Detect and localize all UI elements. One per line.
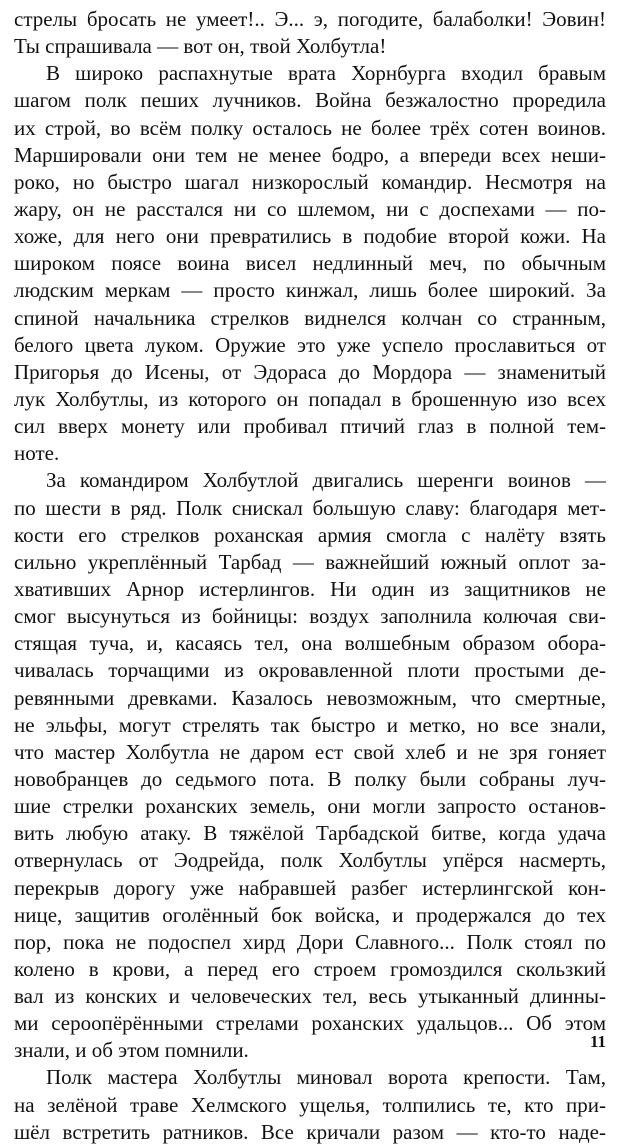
- text-line: не эльфы, могут стрелять так быстро и метко, но все знали,: [14, 712, 606, 737]
- text-line: новобранцев до седьмого пота. В полку были собраны луч-: [14, 766, 606, 791]
- text-line: Маршировали они тем не менее бодро, а впереди всех неши-: [14, 142, 606, 167]
- paragraph: [14, 6, 606, 60]
- text-line: хвативших Арнор истерлингов. Ни один из защитников не: [14, 576, 606, 601]
- text-line: ноте.: [14, 441, 60, 466]
- text-line: жару, он не расстался ни со шлемом, ни с доспехами — по-: [14, 196, 606, 221]
- page-number: 11: [589, 1032, 606, 1051]
- text-line: вал из конских и человеческих тел, весь утыканный длинны-: [14, 984, 606, 1009]
- text-line: сил вверх монету или пробивал птичий глаз в полной тем-: [14, 414, 606, 439]
- text-line: вить любую атаку. В тяжёлой Тарбадской битве, когда удача: [14, 821, 606, 846]
- text-line: кости его стрелков роханская армия смогла с налёту взять: [14, 522, 606, 547]
- paragraph: [14, 1064, 606, 1145]
- text-line: пор, пока не подоспел хирд Дори Славного... Полк стоял по: [14, 929, 606, 954]
- text-line: стящая туча, и, касаясь тел, она волшебным образом обора-: [14, 631, 606, 656]
- text-line: белого цвета луком. Оружие это уже успело прославиться от: [14, 332, 606, 357]
- text-line: шёл встретить ратников. Все кричали разом — кто-то наде-: [14, 1119, 606, 1144]
- paragraph: [14, 467, 606, 1064]
- text-line: спиной начальника стрелков виднелся колчан со странным,: [14, 305, 606, 330]
- text-line: сильно укреплённый Тарбад — важнейший южный оплот за-: [14, 549, 606, 574]
- text-line: стрелы бросать не умеет!.. Э... э, погодите, балаболки! Эовин!: [14, 7, 606, 31]
- text-line: широком поясе воина висел недлинный меч, по обычным: [14, 251, 606, 276]
- text-line: нице, защитив оголённый бок войска, и продержался до тех: [14, 902, 606, 927]
- text-line: колено в крови, а перед его строем громоздился скользкий: [14, 956, 606, 981]
- text-line: роко, но быстро шагал низкорослый командир. Несмотря на: [14, 169, 606, 194]
- text-line: людским меркам — просто кинжал, лишь более широкий. За: [14, 278, 606, 303]
- text-line: шагом полк пеших лучников. Война безжалостно проредила: [14, 88, 606, 113]
- text-line: ревянными древками. Казалось невозможным, что смертные,: [14, 685, 606, 710]
- book-page-text: [14, 6, 606, 1146]
- text-line: по шести в ряд. Полк снискал большую славу: благодаря мет-: [14, 495, 606, 520]
- text-line: знали, и об этом помнили.: [14, 1038, 249, 1063]
- text-line: ми сероопёрёнными стрелами роханских удальцов... Об этом: [14, 1011, 606, 1036]
- text-line: отвернулась от Эодрейда, полк Холбутлы упёрся насмерть,: [14, 848, 606, 873]
- text-line: Полк мастера Холбутлы миновал ворота крепости. Там,: [46, 1065, 606, 1090]
- text-line: что мастер Холбутла не даром ест свой хлеб и не зря гоняет: [14, 739, 606, 764]
- text-line: смог высунуться из бойницы: воздух заполнила колючая сви-: [14, 604, 606, 629]
- text-line: В широко распахнутые врата Хорнбурга входил бравым: [46, 61, 606, 86]
- text-line: Пригорья до Исены, от Эдораса до Мордора — знаменитый: [14, 359, 606, 384]
- text-line: их строй, во всём полку осталось не более трёх сотен воинов.: [14, 115, 606, 140]
- text-line: Ты спрашивала — вот он, твой Холбутла!: [14, 34, 387, 59]
- text-line: перекрыв дорогу уже набравшей разбег истерлингской кон-: [14, 875, 606, 900]
- text-line: хоже, для него они превратились в подобие второй кожи. На: [14, 224, 606, 249]
- text-line: лук Холбутлы, из которого он попадал в брошенную изо всех: [14, 386, 606, 411]
- paragraph: [14, 60, 606, 467]
- text-line: чивалась торчащими из окровавленной плоти простыми де-: [14, 658, 606, 683]
- text-line: на зелёной траве Хелмского ущелья, толпились те, кто при-: [14, 1092, 606, 1117]
- text-line: За командиром Холбутлой двигались шеренги воинов —: [46, 468, 606, 493]
- text-line: шие стрелки роханских земель, они могли запросто останов-: [14, 794, 606, 819]
